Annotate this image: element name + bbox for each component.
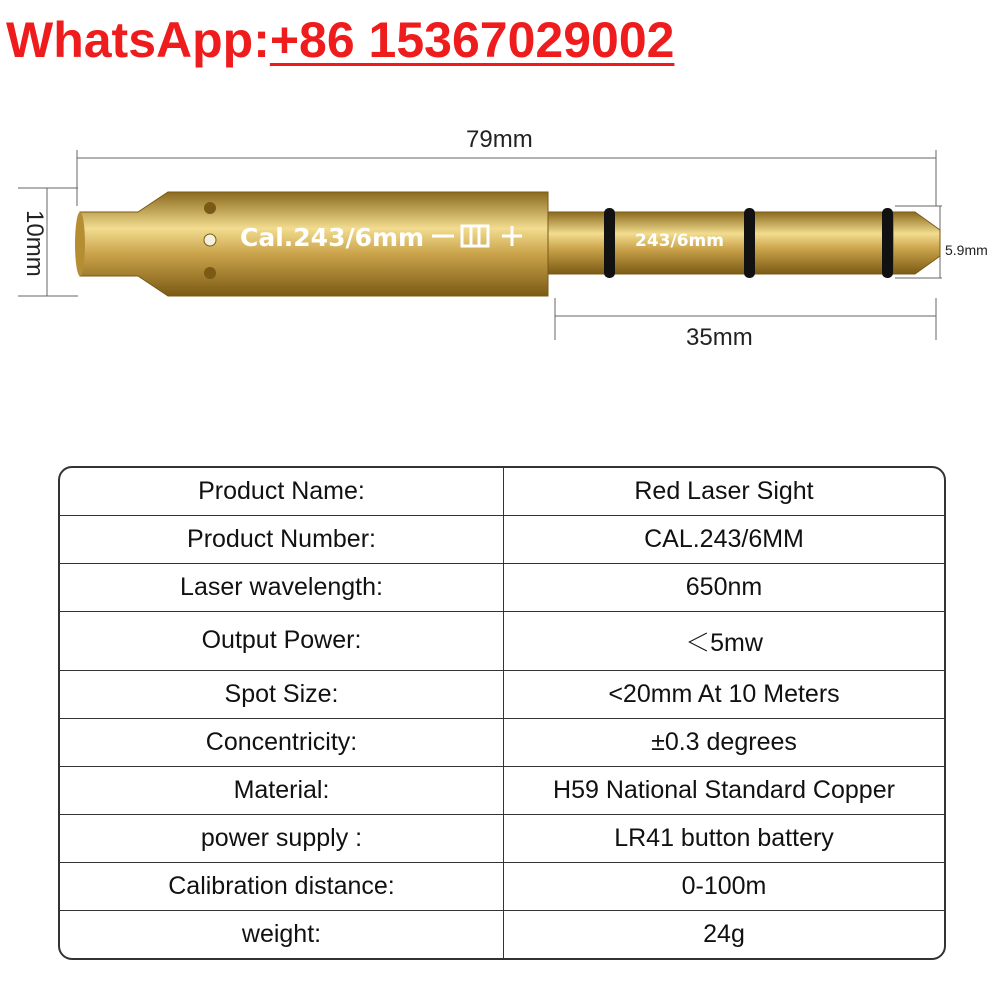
spec-row <box>60 563 944 611</box>
spec-table <box>58 466 946 960</box>
diameter-label: 10mm <box>21 210 48 277</box>
spec-key: Spot Size: <box>60 671 504 719</box>
barrel-engraving: 243/6mm <box>635 231 724 251</box>
spec-row <box>60 468 944 515</box>
spec-key: Concentricity: <box>60 719 504 767</box>
spec-key: weight: <box>60 911 504 958</box>
spec-value: LR41 button battery <box>504 815 945 863</box>
spec-value: Red Laser Sight <box>504 468 945 515</box>
spec-row <box>60 767 944 815</box>
spec-row <box>60 911 944 958</box>
spec-row <box>60 719 944 767</box>
spec-row <box>60 515 944 563</box>
spec-row <box>60 863 944 911</box>
spec-value: ＜5mw <box>504 611 945 670</box>
whatsapp-number[interactable]: +86 15367029002 <box>269 12 675 68</box>
spec-value: CAL.243/6MM <box>504 515 945 563</box>
spec-key: Material: <box>60 767 504 815</box>
whatsapp-label: WhatsApp: <box>6 12 270 68</box>
tip-label: 5.9mm <box>945 242 988 258</box>
spec-value: 0-100m <box>504 863 945 911</box>
spec-value: H59 National Standard Copper <box>504 767 945 815</box>
spec-key: Laser wavelength: <box>60 563 504 611</box>
laser-bore-sight-illustration <box>0 120 1000 360</box>
spec-key: Output Power: <box>60 611 504 670</box>
spec-key: power supply : <box>60 815 504 863</box>
spec-row <box>60 815 944 863</box>
spec-value: 650nm <box>504 563 945 611</box>
spec-value: ±0.3 degrees <box>504 719 945 767</box>
barrel-length-label: 35mm <box>686 324 753 351</box>
spec-key: Product Name: <box>60 468 504 515</box>
body-engraving: Cal.243/6mm <box>240 223 425 252</box>
length-label: 79mm <box>466 126 533 153</box>
whatsapp-banner <box>6 8 674 72</box>
spec-row <box>60 671 944 719</box>
spec-key: Product Number: <box>60 515 504 563</box>
spec-value: 24g <box>703 920 745 949</box>
spec-row <box>60 611 944 670</box>
spec-key: Calibration distance: <box>60 863 504 911</box>
product-diagram <box>0 120 1000 360</box>
spec-value: <20mm At 10 Meters <box>504 671 945 719</box>
